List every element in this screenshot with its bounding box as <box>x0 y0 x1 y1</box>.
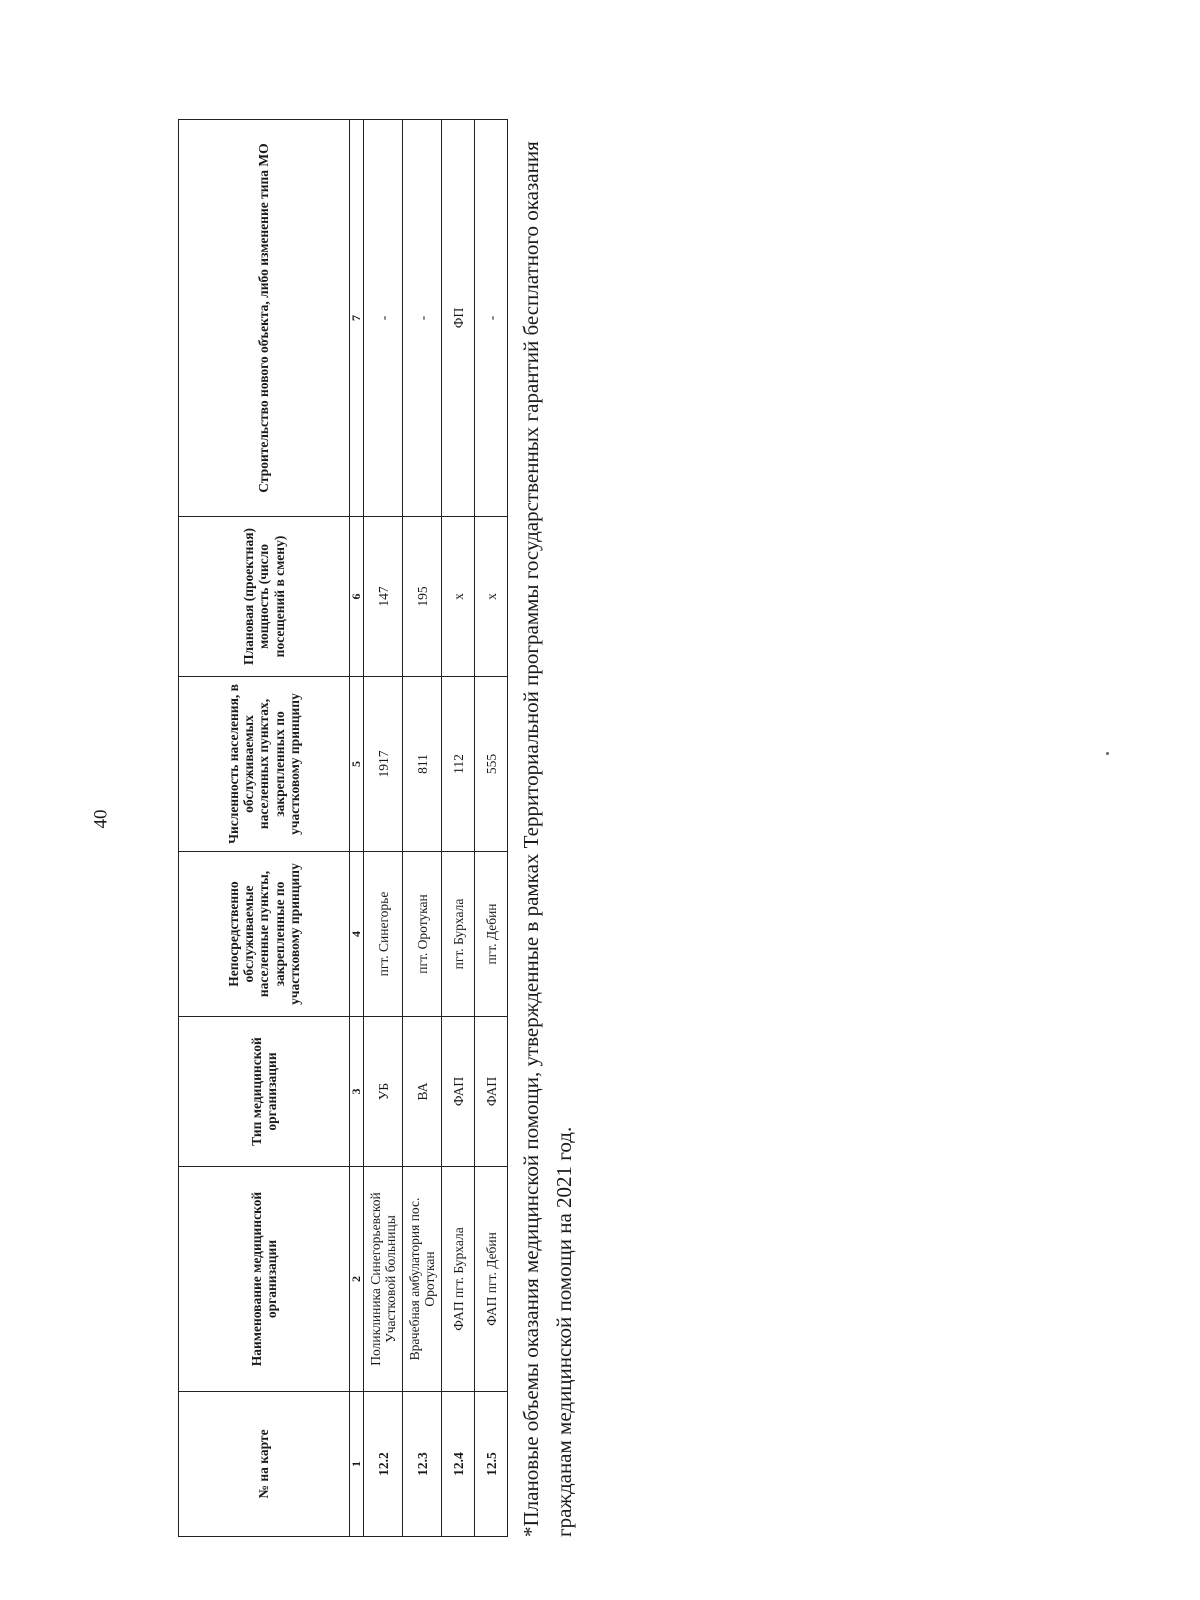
cell-organization-type: ВА <box>403 1017 442 1167</box>
header-organization-name: Наименование медицинской организации <box>179 1167 350 1392</box>
cell-population: 1917 <box>364 677 403 852</box>
cell-population: 555 <box>475 677 508 852</box>
cell-construction: - <box>475 120 508 517</box>
cell-capacity: 195 <box>403 517 442 677</box>
medical-organizations-table <box>178 119 508 1537</box>
cell-construction: - <box>364 120 403 517</box>
table-row <box>403 120 442 1537</box>
cell-organization-type: УБ <box>364 1017 403 1167</box>
header-map-number: № на карте <box>179 1392 350 1537</box>
cell-capacity: 147 <box>364 517 403 677</box>
cell-population: 112 <box>442 677 475 852</box>
cell-construction: - <box>403 120 442 517</box>
table-row <box>442 120 475 1537</box>
cell-organization-type: ФАП <box>475 1017 508 1167</box>
header-population: Численность населения, в обслуживаемых населенных пунктах, закрепленных по участковому принципу <box>179 677 350 852</box>
cell-population: 811 <box>403 677 442 852</box>
cell-organization-type: ФАП <box>442 1017 475 1167</box>
column-number: 5 <box>350 677 364 852</box>
column-number: 2 <box>350 1167 364 1392</box>
table-header-row <box>179 120 350 1537</box>
cell-map-number: 12.2 <box>364 1392 403 1537</box>
column-number: 3 <box>350 1017 364 1167</box>
cell-capacity: х <box>442 517 475 677</box>
cell-map-number: 12.3 <box>403 1392 442 1537</box>
cell-served-settlements: пгт. Бурхала <box>442 852 475 1017</box>
column-number: 1 <box>350 1392 364 1537</box>
table-row <box>475 120 508 1537</box>
page-number: 40 <box>90 809 112 829</box>
cell-served-settlements: пгт. Оротукан <box>403 852 442 1017</box>
cell-map-number: 12.4 <box>442 1392 475 1537</box>
header-construction: Строительство нового объекта, либо изменение типа МО <box>179 120 350 517</box>
cell-map-number: 12.5 <box>475 1392 508 1537</box>
column-number-row <box>350 120 364 1537</box>
footnote: *Плановые объемы оказания медицинской помощи, утвержденные в рамках Территориальной программы государственных гарантий бесплатного оказания гражданам медицинской помощи на 2021 год. <box>519 141 577 1537</box>
cell-construction: ФП <box>442 120 475 517</box>
header-served-settlements: Непосредственно обслуживаемые населенные пункты, закрепленные по участковому принципу <box>179 852 350 1017</box>
cell-capacity: х <box>475 517 508 677</box>
column-number: 4 <box>350 852 364 1017</box>
cell-served-settlements: пгт. Синегорье <box>364 852 403 1017</box>
header-organization-type: Тип медицинской организации <box>179 1017 350 1167</box>
cell-organization-name: Врачебная амбулатория пос. Оротукан <box>403 1167 442 1392</box>
cell-organization-name: Поликлиника Синегорьевской Участковой больницы <box>364 1167 403 1392</box>
column-number: 6 <box>350 517 364 677</box>
cell-organization-name: ФАП пгт. Дебин <box>475 1167 508 1392</box>
cell-served-settlements: пгт. Дебин <box>475 852 508 1017</box>
cell-organization-name: ФАП пгт. Бурхала <box>442 1167 475 1392</box>
table-row <box>364 120 403 1537</box>
scan-speck <box>1106 752 1109 755</box>
header-capacity: Плановая (проектная) мощность (число посещений в смену) <box>179 517 350 677</box>
column-number: 7 <box>350 120 364 517</box>
